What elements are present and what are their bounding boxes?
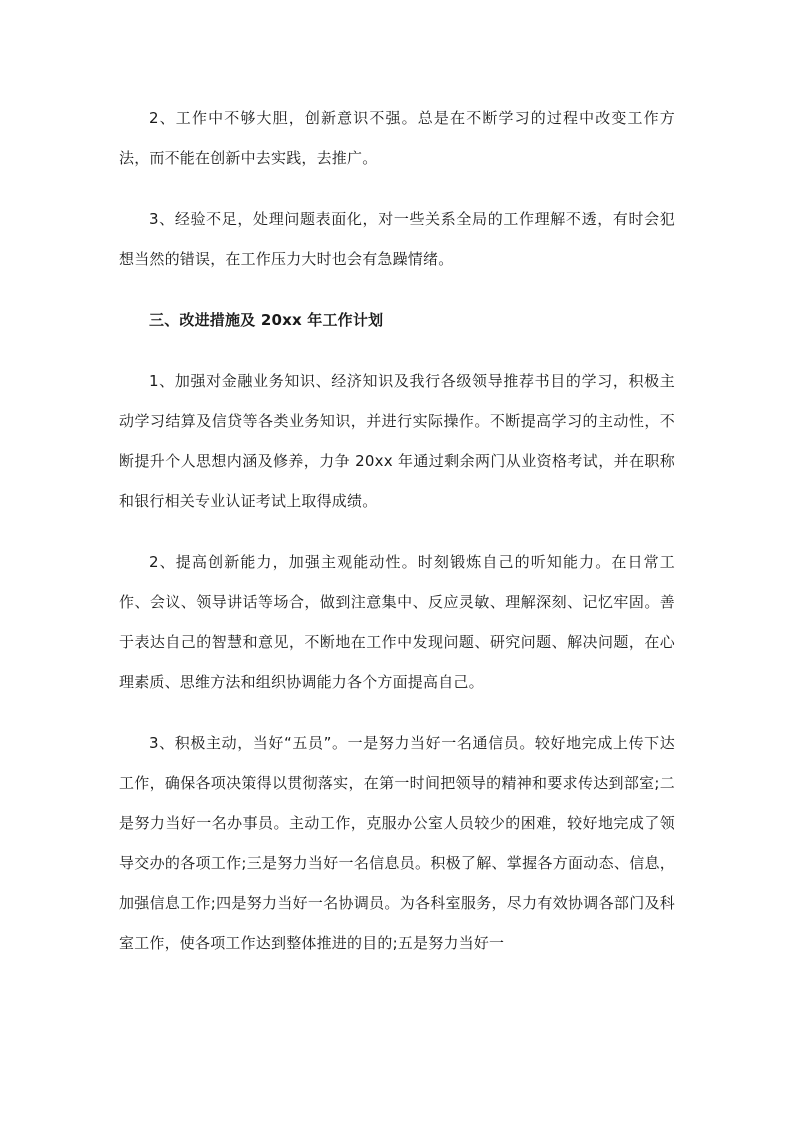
section-heading: 三、改进措施及 20xx 年工作计划 — [149, 311, 384, 329]
paragraph-issue-2: 2、工作中不够大胆，创新意识不强。总是在不断学习的过程中改变工作方法，而不能在创新中去实践，去推广。 — [119, 109, 675, 167]
paragraph-issue-3: 3、经验不足，处理问题表面化，对一些关系全局的工作理解不透，有时会犯想当然的错误，在工作压力大时也会有急躁情绪。 — [119, 210, 675, 268]
document-body — [119, 98, 675, 963]
paragraph-plan-2: 2、提高创新能力，加强主观能动性。时刻锻炼自己的听知能力。在日常工作、会议、领导讲话等场合，做到注意集中、反应灵敏、理解深刻、记忆牢固。善于表达自己的智慧和意见，不断地在工作中发现问题、研究问题、解决问题，在心理素质、思维方法和组织协调能力各个方面提高自己。 — [119, 553, 675, 691]
paragraph-plan-3: 3、积极主动，当好“五员”。一是努力当好一名通信员。较好地完成上传下达工作，确保各项决策得以贯彻落实，在第一时间把领导的精神和要求传达到部室;二是努力当好一名办事员。主动工作，克服办公室人员较少的困难，较好地完成了领导交办的各项工作;三是努力当好一名信息员。积极了解、掌握各方面动态、信息，加强信息工作;四是努力当好一名协调员。为各科室服务，尽力有效协调各部门及科室工作，使各项工作达到整体推进的目的;五是努力当好一 — [119, 734, 675, 952]
paragraph-plan-1: 1、加强对金融业务知识、经济知识及我行各级领导推荐书目的学习，积极主动学习结算及信贷等各类业务知识，并进行实际操作。不断提高学习的主动性，不断提升个人思想内涵及修养，力争 20xx 年通过剩余两门从业资格考试，并在职称和银行相关专业认证考试上取得成绩。 — [119, 372, 675, 510]
